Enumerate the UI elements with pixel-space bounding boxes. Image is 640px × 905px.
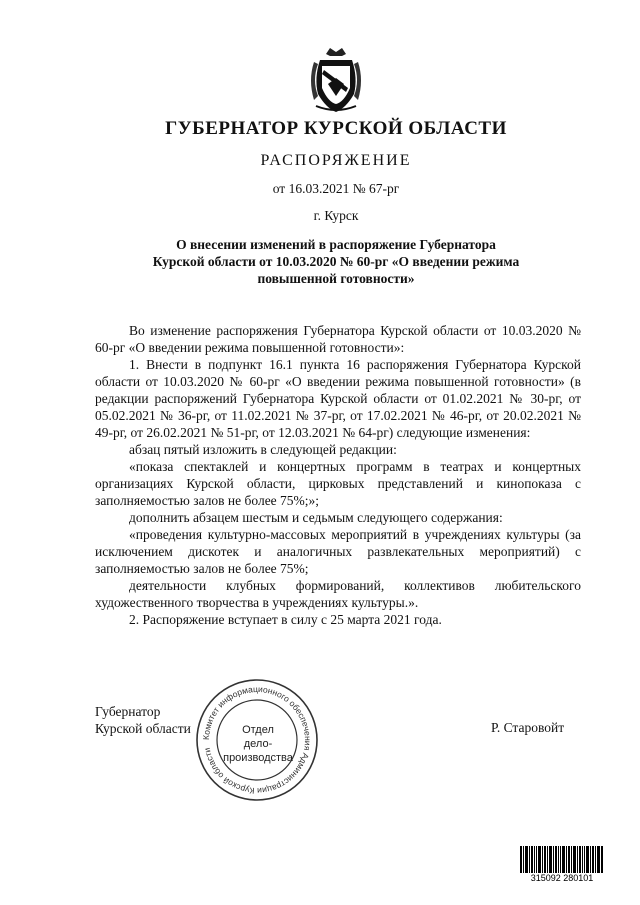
body-paragraph: Во изменение распоряжения Губернатора Курской области от 10.03.2020 № 60-рг «О введении режима повышенной готовности»: [95, 323, 581, 355]
order-date: от 16.03.2021 № 67-рг [272, 181, 400, 196]
city: г. Курск [313, 208, 359, 223]
body-paragraph: «показа спектаклей и концертных программ в театрах и концертных организациях Курской области, цирковых представлений и кинопоказа с заполняемостью залов не более 75%;»; [95, 459, 581, 508]
body-paragraph: «проведения культурно-массовых мероприятий в учреждениях культуры (за исключением дискотек и аналогичных развлекательных мероприятий) с заполняемостью залов не более 75%; [95, 527, 581, 576]
body-paragraph: 1. Внести в подпункт 16.1 пункта 16 распоряжения Губернатора Курской области от 10.03.2020 № 60-рг «О введении режима повышенной готовности» (в редакции распоряжений Губернатора Курской области от 01.02.2021 № 30-рг, от 05.02.2021 № 36-рг, от 11.02.2021 № 37-рг, от 17.02.2021 № 46-рг, от 20.02.2021 № 49-рг, от 26.02.2021 № 51-рг, от 12.03.2021 № 64-рг) следующие изменения: [95, 357, 581, 440]
body-paragraph: 2. Распоряжение вступает в силу с 25 марта 2021 года. [129, 612, 442, 627]
subject-line: Курской области от 10.03.2020 № 60-рг «О введении режима [152, 254, 520, 269]
stamp-line: производства [223, 752, 293, 764]
body-paragraph: дополнить абзацем шестым и седьмым следующего содержания: [129, 510, 503, 525]
coat-of-arms-icon [306, 44, 366, 114]
barcode-number: 315092 280101 [518, 873, 606, 883]
body-paragraph: деятельности клубных формирований, коллективов любительского художественного творчества в учреждениях культуры.». [95, 578, 581, 610]
body-paragraph: абзац пятый изложить в следующей редакции: [129, 442, 397, 457]
document-subject [0, 236, 640, 287]
document-type: РАСПОРЯЖЕНИЕ [260, 152, 412, 169]
stamp-ring-text: Комитет информационного обеспечения Администрации Курской области [200, 683, 314, 797]
subject-line: О внесении изменений в распоряжение Губернатора [176, 237, 496, 252]
signatory-position-line: Курской области [95, 721, 191, 736]
subject-line: повышенной готовности» [257, 271, 415, 286]
stamp-line: дело- [243, 738, 273, 750]
document-body [95, 322, 581, 628]
page-title: ГУБЕРНАТОР КУРСКОЙ ОБЛАСТИ [165, 118, 507, 139]
signatory-position-line: Губернатор [95, 704, 161, 719]
stamp-center-text [218, 723, 298, 765]
stamp-line: Отдел [242, 724, 274, 736]
signatory-name: Р. Старовойт [491, 720, 565, 735]
signatory-position [95, 703, 191, 737]
